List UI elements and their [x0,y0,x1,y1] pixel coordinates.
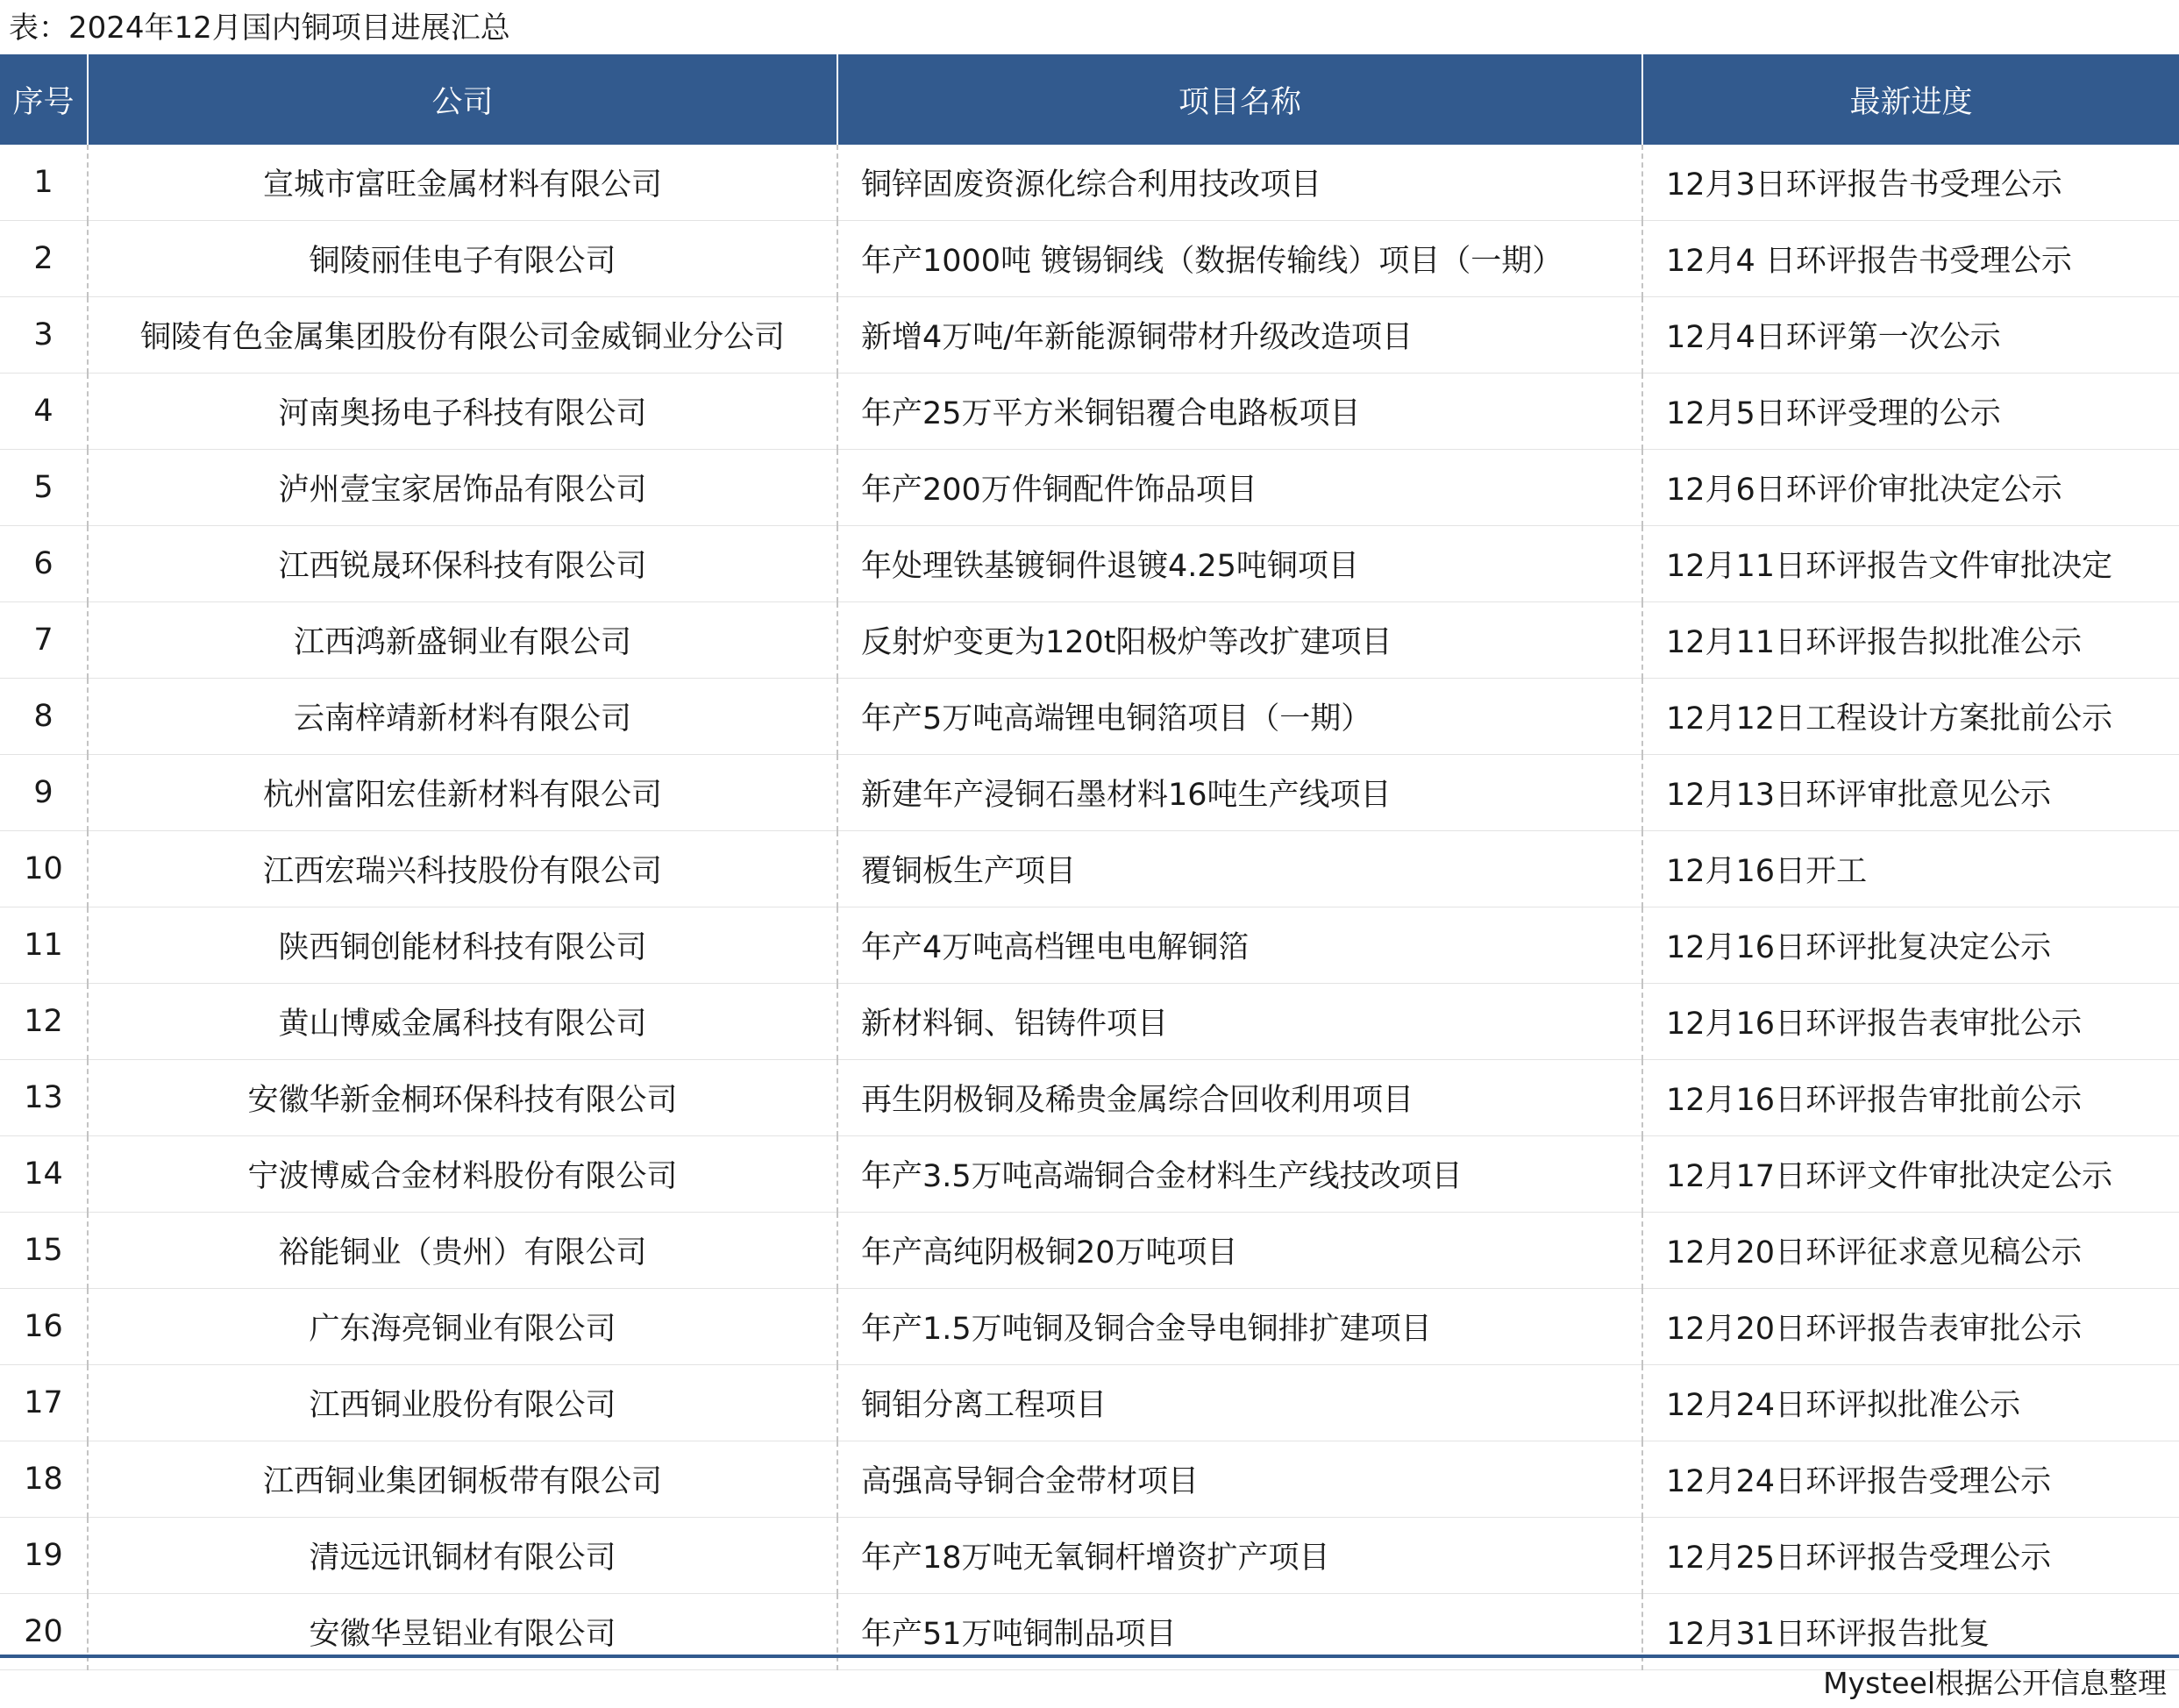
cell-project: 年产5万吨高端锂电铜箔项目（一期） [837,679,1642,755]
cell-index: 8 [0,679,88,755]
table-caption: 表：2024年12月国内铜项目进展汇总 [9,11,510,46]
cell-progress: 12月16日环评批复决定公示 [1642,907,2179,984]
cell-project: 年产51万吨铜制品项目 [837,1594,1642,1670]
cell-index: 7 [0,602,88,679]
table-row [0,374,2179,450]
cell-company: 清远远讯铜材有限公司 [88,1518,837,1594]
cell-index: 14 [0,1136,88,1213]
cell-project: 覆铜板生产项目 [837,831,1642,907]
cell-project: 新材料铜、铝铸件项目 [837,984,1642,1060]
cell-progress: 12月31日环评报告批复 [1642,1594,2179,1670]
cell-index: 6 [0,526,88,602]
header-progress: 最新进度 [1642,54,2179,145]
header-row [0,54,2179,145]
cell-index: 1 [0,145,88,221]
table-row [0,1518,2179,1594]
table-body [0,145,2179,1670]
cell-company: 安徽华新金桐环保科技有限公司 [88,1060,837,1136]
table-row [0,450,2179,526]
cell-company: 铜陵有色金属集团股份有限公司金威铜业分公司 [88,297,837,374]
table-row [0,1060,2179,1136]
cell-company: 河南奥扬电子科技有限公司 [88,374,837,450]
cell-index: 5 [0,450,88,526]
cell-index: 20 [0,1594,88,1670]
cell-project: 年产4万吨高档锂电电解铜箔 [837,907,1642,984]
table-row [0,1289,2179,1365]
cell-project: 铜钼分离工程项目 [837,1365,1642,1441]
copy-projects-table [0,54,2179,1670]
table-row [0,1136,2179,1213]
table-row [0,1441,2179,1518]
cell-company: 黄山博威金属科技有限公司 [88,984,837,1060]
cell-index: 9 [0,755,88,831]
cell-progress: 12月11日环评报告拟批准公示 [1642,602,2179,679]
header-company: 公司 [88,54,837,145]
cell-company: 安徽华昱铝业有限公司 [88,1594,837,1670]
cell-index: 2 [0,221,88,297]
header-project: 项目名称 [837,54,1642,145]
cell-progress: 12月20日环评征求意见稿公示 [1642,1213,2179,1289]
cell-progress: 12月12日工程设计方案批前公示 [1642,679,2179,755]
cell-project: 再生阴极铜及稀贵金属综合回收利用项目 [837,1060,1642,1136]
cell-company: 杭州富阳宏佳新材料有限公司 [88,755,837,831]
cell-project: 年产1000吨 镀锡铜线（数据传输线）项目（一期） [837,221,1642,297]
cell-company: 宣城市富旺金属材料有限公司 [88,145,837,221]
cell-progress: 12月24日环评报告受理公示 [1642,1441,2179,1518]
cell-company: 江西铜业股份有限公司 [88,1365,837,1441]
table-row [0,1594,2179,1670]
cell-index: 15 [0,1213,88,1289]
table-row [0,1365,2179,1441]
cell-progress: 12月4日环评第一次公示 [1642,297,2179,374]
cell-progress: 12月13日环评审批意见公示 [1642,755,2179,831]
cell-index: 10 [0,831,88,907]
cell-company: 江西锐晟环保科技有限公司 [88,526,837,602]
table-row [0,221,2179,297]
cell-progress: 12月11日环评报告文件审批决定 [1642,526,2179,602]
cell-project: 高强高导铜合金带材项目 [837,1441,1642,1518]
cell-index: 16 [0,1289,88,1365]
cell-project: 新增4万吨/年新能源铜带材升级改造项目 [837,297,1642,374]
cell-company: 广东海亮铜业有限公司 [88,1289,837,1365]
cell-company: 云南梓靖新材料有限公司 [88,679,837,755]
table-row [0,755,2179,831]
cell-progress: 12月3日环评报告书受理公示 [1642,145,2179,221]
cell-index: 3 [0,297,88,374]
cell-company: 泸州壹宝家居饰品有限公司 [88,450,837,526]
cell-company: 陕西铜创能材科技有限公司 [88,907,837,984]
table-row [0,526,2179,602]
cell-company: 宁波博威合金材料股份有限公司 [88,1136,837,1213]
cell-company: 江西鸿新盛铜业有限公司 [88,602,837,679]
cell-project: 年产18万吨无氧铜杆增资扩产项目 [837,1518,1642,1594]
table-row [0,907,2179,984]
cell-progress: 12月25日环评报告受理公示 [1642,1518,2179,1594]
cell-progress: 12月16日开工 [1642,831,2179,907]
cell-index: 11 [0,907,88,984]
cell-project: 新建年产浸铜石墨材料16吨生产线项目 [837,755,1642,831]
cell-project: 年产3.5万吨高端铜合金材料生产线技改项目 [837,1136,1642,1213]
cell-progress: 12月17日环评文件审批决定公示 [1642,1136,2179,1213]
cell-project: 反射炉变更为120t阳极炉等改扩建项目 [837,602,1642,679]
table-header [0,54,2179,145]
cell-project: 年处理铁基镀铜件退镀4.25吨铜项目 [837,526,1642,602]
cell-progress: 12月20日环评报告表审批公示 [1642,1289,2179,1365]
bottom-rule [0,1655,2179,1658]
cell-index: 18 [0,1441,88,1518]
header-index: 序号 [0,54,88,145]
table-row [0,602,2179,679]
source-note: Mysteel根据公开信息整理 [1823,1666,2167,1700]
cell-company: 江西宏瑞兴科技股份有限公司 [88,831,837,907]
cell-progress: 12月16日环评报告表审批公示 [1642,984,2179,1060]
cell-index: 13 [0,1060,88,1136]
cell-project: 年产200万件铜配件饰品项目 [837,450,1642,526]
table-row [0,297,2179,374]
cell-project: 年产1.5万吨铜及铜合金导电铜排扩建项目 [837,1289,1642,1365]
table-row [0,679,2179,755]
table-row [0,145,2179,221]
cell-index: 4 [0,374,88,450]
table-row [0,984,2179,1060]
table-row [0,1213,2179,1289]
cell-progress: 12月6日环评价审批决定公示 [1642,450,2179,526]
table-row [0,831,2179,907]
cell-project: 年产25万平方米铜铝覆合电路板项目 [837,374,1642,450]
cell-company: 江西铜业集团铜板带有限公司 [88,1441,837,1518]
cell-progress: 12月16日环评报告审批前公示 [1642,1060,2179,1136]
cell-progress: 12月4 日环评报告书受理公示 [1642,221,2179,297]
cell-company: 裕能铜业（贵州）有限公司 [88,1213,837,1289]
cell-index: 12 [0,984,88,1060]
cell-company: 铜陵丽佳电子有限公司 [88,221,837,297]
cell-progress: 12月5日环评受理的公示 [1642,374,2179,450]
cell-project: 年产高纯阴极铜20万吨项目 [837,1213,1642,1289]
cell-index: 19 [0,1518,88,1594]
cell-index: 17 [0,1365,88,1441]
cell-progress: 12月24日环评拟批准公示 [1642,1365,2179,1441]
cell-project: 铜锌固废资源化综合利用技改项目 [837,145,1642,221]
